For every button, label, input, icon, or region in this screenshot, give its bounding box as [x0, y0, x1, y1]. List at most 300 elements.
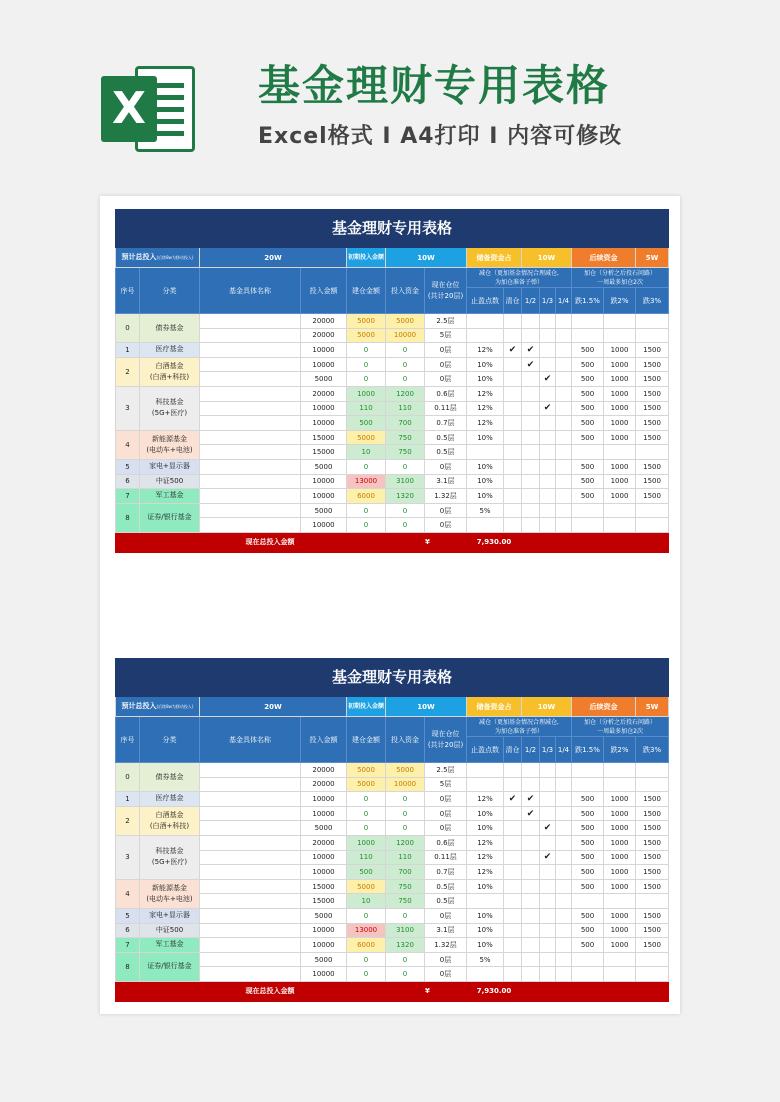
col-quarter: 1/4 — [556, 288, 572, 314]
row-invest: 10000 — [301, 343, 347, 358]
row-check-quarter — [556, 328, 572, 343]
row-fund-name — [200, 835, 301, 850]
row-stop: 10% — [467, 821, 504, 836]
row-add-3 — [636, 763, 669, 778]
row-add-2 — [604, 894, 636, 909]
row-position: 0层 — [425, 908, 467, 923]
col-invest: 投入金额 — [301, 717, 347, 763]
row-position: 0层 — [425, 821, 467, 836]
row-check-clear: ✔ — [504, 792, 522, 807]
row-check-half — [522, 763, 540, 778]
row-check-half — [522, 821, 540, 836]
row-stop: 10% — [467, 879, 504, 894]
row-position: 0层 — [425, 952, 467, 967]
row-check-quarter — [556, 459, 572, 474]
row-check-half — [522, 938, 540, 953]
row-add-1-5: 500 — [572, 386, 604, 401]
row-add-2: 1000 — [604, 806, 636, 821]
row-invest: 10000 — [301, 938, 347, 953]
row-put: 0 — [386, 792, 425, 807]
row-check-third — [540, 474, 556, 489]
row-fund-name — [200, 445, 301, 460]
row-build: 10 — [347, 894, 386, 909]
row-put: 0 — [386, 503, 425, 518]
row-check-third — [540, 489, 556, 504]
row-check-half: ✔ — [522, 343, 540, 358]
row-build: 5000 — [347, 763, 386, 778]
row-put: 700 — [386, 865, 425, 880]
table-row — [116, 792, 669, 807]
row-position: 0.5层 — [425, 879, 467, 894]
row-check-quarter — [556, 777, 572, 792]
row-invest: 5000 — [301, 503, 347, 518]
row-check-clear — [504, 503, 522, 518]
row-check-third — [540, 416, 556, 431]
row-put: 0 — [386, 908, 425, 923]
row-stop: 12% — [467, 865, 504, 880]
row-add-1-5: 500 — [572, 865, 604, 880]
row-check-quarter — [556, 835, 572, 850]
row-add-2: 1000 — [604, 401, 636, 416]
row-add-1-5: 500 — [572, 879, 604, 894]
row-add-2 — [604, 763, 636, 778]
col-stop: 止盈点数 — [467, 288, 504, 314]
row-fund-name — [200, 343, 301, 358]
reserve-label: 储备资金占 — [467, 248, 522, 268]
row-stop — [467, 518, 504, 533]
row-position: 5层 — [425, 328, 467, 343]
row-position: 0.5层 — [425, 894, 467, 909]
col-quarter: 1/4 — [556, 737, 572, 763]
row-add-3: 1500 — [636, 865, 669, 880]
row-no: 3 — [116, 835, 140, 879]
row-no: 4 — [116, 430, 140, 459]
row-invest: 5000 — [301, 908, 347, 923]
row-add-3 — [636, 328, 669, 343]
row-add-3 — [636, 518, 669, 533]
row-check-clear — [504, 952, 522, 967]
row-no: 6 — [116, 923, 140, 938]
row-check-third — [540, 938, 556, 953]
row-stop: 12% — [467, 343, 504, 358]
row-fund-name — [200, 518, 301, 533]
row-build: 0 — [347, 372, 386, 387]
row-check-third: ✔ — [540, 372, 556, 387]
row-check-clear — [504, 850, 522, 865]
row-build: 0 — [347, 459, 386, 474]
row-add-3: 1500 — [636, 489, 669, 504]
row-build: 500 — [347, 865, 386, 880]
row-build: 0 — [347, 518, 386, 533]
row-fund-name — [200, 908, 301, 923]
row-add-2 — [604, 328, 636, 343]
row-category: 证券/银行基金 — [140, 503, 200, 532]
row-invest: 20000 — [301, 328, 347, 343]
row-check-half: ✔ — [522, 357, 540, 372]
row-check-quarter — [556, 908, 572, 923]
row-check-half — [522, 894, 540, 909]
row-check-half — [522, 518, 540, 533]
row-put: 1320 — [386, 489, 425, 504]
row-check-quarter — [556, 489, 572, 504]
row-put: 1320 — [386, 938, 425, 953]
row-fund-name — [200, 879, 301, 894]
row-add-1-5: 500 — [572, 821, 604, 836]
row-check-third — [540, 763, 556, 778]
row-check-half — [522, 835, 540, 850]
row-fund-name — [200, 430, 301, 445]
row-check-third: ✔ — [540, 821, 556, 836]
row-category: 证券/银行基金 — [140, 952, 200, 981]
row-position: 3.1层 — [425, 474, 467, 489]
row-check-quarter — [556, 518, 572, 533]
col-invest: 投入金额 — [301, 268, 347, 314]
col-third: 1/3 — [540, 288, 556, 314]
col-no: 序号 — [116, 717, 140, 763]
total-label: 现在总投入金额 — [116, 981, 425, 1001]
total-currency: ¥ — [425, 532, 467, 552]
row-add-2: 1000 — [604, 792, 636, 807]
total-label: 现在总投入金额 — [116, 532, 425, 552]
row-put: 0 — [386, 967, 425, 982]
row-invest: 15000 — [301, 445, 347, 460]
row-invest: 10000 — [301, 357, 347, 372]
row-invest: 15000 — [301, 430, 347, 445]
later-fund-label: 后续资金 — [572, 248, 636, 268]
row-add-1-5 — [572, 328, 604, 343]
row-check-clear — [504, 938, 522, 953]
row-add-2: 1000 — [604, 938, 636, 953]
row-check-quarter — [556, 401, 572, 416]
row-stop: 10% — [467, 806, 504, 821]
row-add-1-5: 500 — [572, 401, 604, 416]
row-invest: 10000 — [301, 416, 347, 431]
total-plan-value: 20W — [200, 248, 347, 268]
row-check-half — [522, 386, 540, 401]
row-category: 军工基金 — [140, 489, 200, 504]
later-fund-label: 后续资金 — [572, 697, 636, 717]
col-put: 投入资金 — [386, 268, 425, 314]
row-position: 0.5层 — [425, 430, 467, 445]
row-invest: 10000 — [301, 518, 347, 533]
row-category: 新能源基金 (电动车+电池) — [140, 430, 200, 459]
table-row — [116, 386, 669, 401]
row-build: 5000 — [347, 314, 386, 329]
table-row — [116, 952, 669, 967]
row-check-third — [540, 503, 556, 518]
total-plan-label: 预计总投入(后续8w为移动投入) — [116, 697, 200, 717]
row-category: 白酒基金 (白酒+科技) — [140, 357, 200, 386]
col-category: 分类 — [140, 717, 200, 763]
row-check-third — [540, 357, 556, 372]
row-stop: 10% — [467, 430, 504, 445]
row-stop: 12% — [467, 835, 504, 850]
row-build: 1000 — [347, 835, 386, 850]
row-fund-name — [200, 806, 301, 821]
row-stop: 10% — [467, 357, 504, 372]
row-check-half — [522, 314, 540, 329]
col-no: 序号 — [116, 268, 140, 314]
row-fund-name — [200, 894, 301, 909]
row-check-clear: ✔ — [504, 343, 522, 358]
row-no: 5 — [116, 459, 140, 474]
row-check-quarter — [556, 763, 572, 778]
row-stop: 10% — [467, 474, 504, 489]
reserve-value: 10W — [522, 248, 572, 268]
fund-table — [115, 209, 669, 553]
row-add-1-5: 500 — [572, 357, 604, 372]
row-put: 1200 — [386, 835, 425, 850]
row-add-2: 1000 — [604, 821, 636, 836]
row-invest: 5000 — [301, 372, 347, 387]
row-category: 家电+显示器 — [140, 459, 200, 474]
row-stop — [467, 894, 504, 909]
row-position: 0.5层 — [425, 445, 467, 460]
row-check-third — [540, 792, 556, 807]
col-clear: 清仓 — [504, 288, 522, 314]
col-add: 加仓（分析之后投石问路） 一周最多加仓2次 — [572, 268, 669, 288]
row-check-quarter — [556, 357, 572, 372]
row-check-half — [522, 850, 540, 865]
row-put: 0 — [386, 806, 425, 821]
row-fund-name — [200, 314, 301, 329]
row-stop: 5% — [467, 503, 504, 518]
table-row — [116, 879, 669, 894]
row-check-third — [540, 865, 556, 880]
row-fund-name — [200, 372, 301, 387]
row-fund-name — [200, 850, 301, 865]
row-fund-name — [200, 777, 301, 792]
row-check-half — [522, 474, 540, 489]
row-no: 2 — [116, 806, 140, 835]
row-stop — [467, 967, 504, 982]
row-category: 科技基金 (5G+医疗) — [140, 835, 200, 879]
row-add-2: 1000 — [604, 474, 636, 489]
row-fund-name — [200, 328, 301, 343]
row-category: 医疗基金 — [140, 343, 200, 358]
table-row — [116, 763, 669, 778]
total-plan-label: 预计总投入(后续8w为移动投入) — [116, 248, 200, 268]
row-check-third — [540, 445, 556, 460]
row-add-2: 1000 — [604, 459, 636, 474]
col-drop-3: 跌3% — [636, 288, 669, 314]
row-check-clear — [504, 967, 522, 982]
row-put: 10000 — [386, 328, 425, 343]
row-add-2: 1000 — [604, 865, 636, 880]
row-add-1-5: 500 — [572, 806, 604, 821]
row-check-clear — [504, 821, 522, 836]
row-invest: 10000 — [301, 474, 347, 489]
row-category: 军工基金 — [140, 938, 200, 953]
row-stop: 12% — [467, 401, 504, 416]
row-check-quarter — [556, 445, 572, 460]
row-invest: 20000 — [301, 835, 347, 850]
col-drop-3: 跌3% — [636, 737, 669, 763]
row-check-clear — [504, 806, 522, 821]
row-add-2: 1000 — [604, 835, 636, 850]
page-header — [0, 0, 780, 200]
col-half: 1/2 — [522, 737, 540, 763]
row-category: 白酒基金 (白酒+科技) — [140, 806, 200, 835]
page-subtitle: Excel格式 Ⅰ A4打印 Ⅰ 内容可修改 — [258, 124, 623, 149]
row-add-1-5: 500 — [572, 489, 604, 504]
row-add-3: 1500 — [636, 821, 669, 836]
row-check-quarter — [556, 850, 572, 865]
row-check-clear — [504, 835, 522, 850]
row-position: 0.11层 — [425, 401, 467, 416]
row-stop: 5% — [467, 952, 504, 967]
row-position: 0.7层 — [425, 865, 467, 880]
row-add-3: 1500 — [636, 474, 669, 489]
col-third: 1/3 — [540, 737, 556, 763]
row-position: 2.5层 — [425, 314, 467, 329]
row-put: 1200 — [386, 386, 425, 401]
row-position: 0层 — [425, 372, 467, 387]
row-stop: 12% — [467, 850, 504, 865]
row-add-2: 1000 — [604, 430, 636, 445]
row-check-half — [522, 401, 540, 416]
row-check-quarter — [556, 894, 572, 909]
row-stop: 10% — [467, 938, 504, 953]
row-position: 0层 — [425, 357, 467, 372]
row-add-2: 1000 — [604, 923, 636, 938]
row-add-1-5 — [572, 518, 604, 533]
row-add-3: 1500 — [636, 908, 669, 923]
row-add-1-5: 500 — [572, 343, 604, 358]
table-row — [116, 343, 669, 358]
row-put: 0 — [386, 459, 425, 474]
row-position: 0层 — [425, 503, 467, 518]
row-check-quarter — [556, 923, 572, 938]
row-put: 3100 — [386, 923, 425, 938]
row-position: 0层 — [425, 459, 467, 474]
col-put: 投入资金 — [386, 717, 425, 763]
row-check-half — [522, 372, 540, 387]
row-add-1-5 — [572, 967, 604, 982]
row-check-half: ✔ — [522, 792, 540, 807]
row-add-2 — [604, 314, 636, 329]
row-check-half — [522, 503, 540, 518]
row-add-2: 1000 — [604, 850, 636, 865]
row-no: 4 — [116, 879, 140, 908]
row-no: 1 — [116, 343, 140, 358]
row-check-third: ✔ — [540, 850, 556, 865]
row-check-third — [540, 518, 556, 533]
col-build: 建仓金额 — [347, 268, 386, 314]
fund-table — [115, 658, 669, 1002]
row-position: 0层 — [425, 518, 467, 533]
row-fund-name — [200, 865, 301, 880]
row-check-clear — [504, 763, 522, 778]
row-fund-name — [200, 401, 301, 416]
row-check-clear — [504, 386, 522, 401]
row-fund-name — [200, 821, 301, 836]
table-row — [116, 806, 669, 821]
row-check-clear — [504, 357, 522, 372]
row-stop — [467, 328, 504, 343]
col-drop-1-5: 跌1.5% — [572, 288, 604, 314]
row-invest: 10000 — [301, 967, 347, 982]
row-invest: 20000 — [301, 763, 347, 778]
row-add-2: 1000 — [604, 879, 636, 894]
row-no: 0 — [116, 314, 140, 343]
row-position: 0.6层 — [425, 386, 467, 401]
row-add-3: 1500 — [636, 835, 669, 850]
initial-invest-label: 初期投入金额 — [347, 697, 386, 717]
row-position: 0层 — [425, 967, 467, 982]
row-category: 债券基金 — [140, 763, 200, 792]
row-build: 0 — [347, 503, 386, 518]
row-put: 750 — [386, 879, 425, 894]
row-put: 0 — [386, 372, 425, 387]
row-check-third — [540, 967, 556, 982]
row-check-clear — [504, 879, 522, 894]
col-drop-2: 跌2% — [604, 737, 636, 763]
row-put: 0 — [386, 343, 425, 358]
row-category: 家电+显示器 — [140, 908, 200, 923]
row-fund-name — [200, 503, 301, 518]
row-check-quarter — [556, 386, 572, 401]
row-invest: 15000 — [301, 894, 347, 909]
row-check-clear — [504, 777, 522, 792]
row-add-3 — [636, 445, 669, 460]
table-title: 基金理财专用表格 — [116, 659, 669, 697]
row-check-half — [522, 879, 540, 894]
row-check-third — [540, 777, 556, 792]
row-add-1-5 — [572, 314, 604, 329]
row-check-half: ✔ — [522, 806, 540, 821]
total-amount: 7,930.00 — [467, 532, 522, 552]
row-position: 1.32层 — [425, 938, 467, 953]
row-check-quarter — [556, 430, 572, 445]
row-add-2: 1000 — [604, 489, 636, 504]
row-add-3: 1500 — [636, 938, 669, 953]
col-stop: 止盈点数 — [467, 737, 504, 763]
row-add-1-5: 500 — [572, 908, 604, 923]
row-stop: 10% — [467, 459, 504, 474]
row-stop — [467, 763, 504, 778]
row-position: 0层 — [425, 806, 467, 821]
table-row — [116, 314, 669, 329]
row-fund-name — [200, 923, 301, 938]
row-add-1-5: 500 — [572, 923, 604, 938]
row-build: 5000 — [347, 430, 386, 445]
row-check-half — [522, 445, 540, 460]
total-plan-value: 20W — [200, 697, 347, 717]
row-put: 5000 — [386, 314, 425, 329]
row-check-half — [522, 459, 540, 474]
row-build: 110 — [347, 401, 386, 416]
row-put: 700 — [386, 416, 425, 431]
row-position: 0.7层 — [425, 416, 467, 431]
row-put: 750 — [386, 894, 425, 909]
row-add-1-5: 500 — [572, 459, 604, 474]
row-add-1-5 — [572, 777, 604, 792]
row-invest: 10000 — [301, 923, 347, 938]
row-add-3: 1500 — [636, 879, 669, 894]
row-check-clear — [504, 445, 522, 460]
row-add-1-5 — [572, 894, 604, 909]
row-check-quarter — [556, 503, 572, 518]
row-stop: 10% — [467, 908, 504, 923]
row-build: 0 — [347, 967, 386, 982]
row-add-1-5 — [572, 503, 604, 518]
row-check-third — [540, 908, 556, 923]
row-invest: 15000 — [301, 879, 347, 894]
row-check-half — [522, 416, 540, 431]
row-check-clear — [504, 416, 522, 431]
row-fund-name — [200, 386, 301, 401]
